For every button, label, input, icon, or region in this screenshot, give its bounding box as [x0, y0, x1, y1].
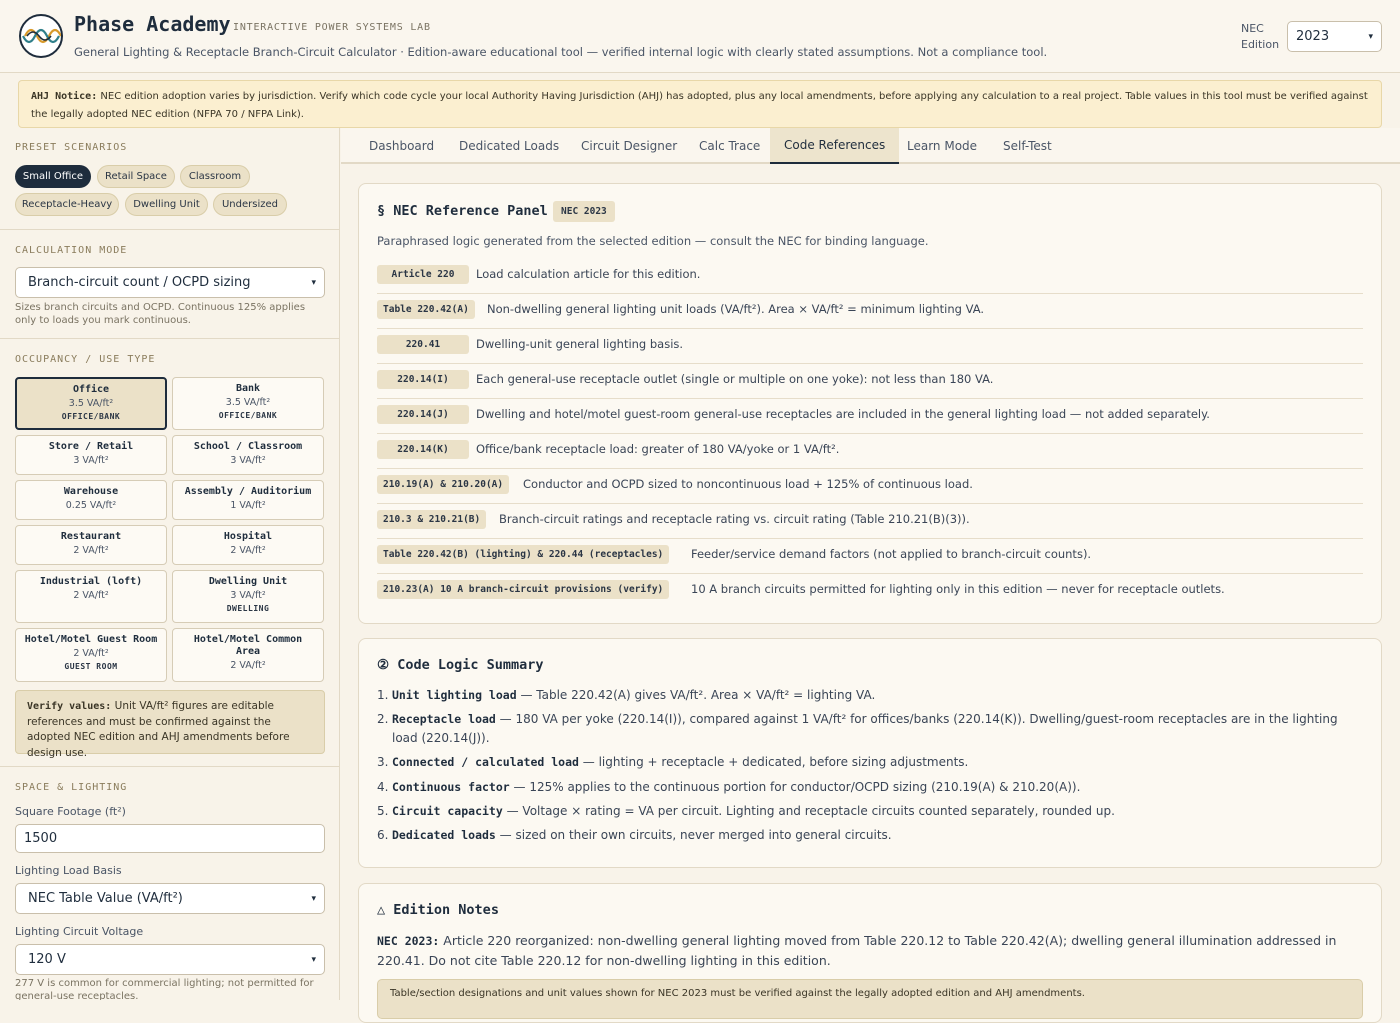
preset-undersized[interactable]: Undersized [213, 193, 287, 216]
occupancy-hospital[interactable] [172, 525, 324, 565]
chevron-down-icon: ▾ [1368, 31, 1373, 42]
occupancy-restaurant[interactable] [15, 525, 167, 565]
number-two-icon: ② [377, 657, 390, 673]
logic-term: Receptacle load [392, 712, 496, 726]
reference-row [377, 399, 1363, 434]
reference-text: 10 A branch circuits permitted for lighting only in this edition — never for receptacle outlets. [691, 582, 1225, 596]
tab-circuit-designer[interactable]: Circuit Designer [581, 138, 678, 153]
edition-label-line2: Edition [1241, 38, 1280, 51]
edition-label-line1: NEC [1241, 22, 1264, 35]
reference-row [377, 329, 1363, 364]
logic-item: 6. Dedicated loads — sized on their own circuits, never merged into general circuits. [377, 828, 892, 842]
occupancy-tag: GUEST ROOM [64, 662, 118, 671]
reference-code: 210.19(A) & 210.20(A) [377, 475, 509, 494]
occupancy-dwelling-unit[interactable] [172, 570, 324, 623]
occupancy-value: 2 VA/ft² [230, 545, 266, 556]
logic-text: — Voltage × rating = VA per circuit. Lighting and receptacle circuits counted separately, rounded up. [502, 804, 1115, 818]
sqft-label: Square Footage (ft²) [15, 805, 126, 818]
reference-panel-intro: Paraphrased logic generated from the selected edition — consult the NEC for binding language. [377, 234, 929, 248]
edition-select-value: 2023 [1296, 29, 1330, 44]
reference-row [377, 259, 1363, 294]
logic-term: Connected / calculated load [392, 755, 579, 769]
reference-panel-title-text: NEC Reference Panel [393, 203, 548, 219]
occupancy-value: 0.25 VA/ft² [65, 500, 117, 511]
verify-values-label: Verify values: [27, 701, 112, 712]
ahj-notice-label: AHJ Notice: [31, 91, 98, 102]
chevron-down-icon: ▾ [311, 277, 316, 288]
preset-small-office[interactable]: Small Office [15, 165, 91, 188]
lighting-basis-select[interactable] [15, 883, 325, 914]
edition-note-label: NEC 2023: [377, 934, 440, 948]
edition-badge: NEC 2023 [553, 201, 615, 222]
reference-code: 220.14(J) [377, 405, 469, 424]
logic-text: — lighting + receptacle + dedicated, before sizing adjustments. [578, 755, 969, 769]
tab-dedicated-loads[interactable]: Dedicated Loads [459, 138, 560, 153]
reference-code: Article 220 [377, 265, 469, 284]
voltage-label: Lighting Circuit Voltage [15, 925, 144, 938]
voltage-select[interactable] [15, 944, 325, 975]
preset-dwelling-unit[interactable]: Dwelling Unit [125, 193, 208, 216]
reference-code: 220.41 [377, 335, 469, 354]
reference-row [377, 294, 1363, 329]
reference-text: Load calculation article for this edition. [476, 267, 701, 281]
logic-summary-title [377, 657, 544, 673]
logic-term: Circuit capacity [392, 804, 503, 818]
presets-title: PRESET SCENARIOS [15, 142, 128, 153]
lighting-basis-label: Lighting Load Basis [15, 864, 122, 877]
reference-row [377, 504, 1363, 539]
occupancy-value: 3 VA/ft² [230, 590, 266, 601]
chevron-down-icon: ▾ [311, 893, 316, 904]
logic-text: — 125% applies to the continuous portion for conductor/OCPD sizing (210.19(A) & 210.20(A)). [509, 780, 1081, 794]
occupancy-store-retail[interactable] [15, 435, 167, 475]
reference-row [377, 574, 1363, 609]
logic-item: 3. Connected / calculated load — lighting + receptacle + dedicated, before sizing adjustments. [377, 755, 969, 769]
reference-row [377, 364, 1363, 399]
occupancy-office[interactable] [15, 377, 167, 430]
edition-select[interactable] [1287, 21, 1382, 52]
logic-text: — sized on their own circuits, never merged into general circuits. [495, 828, 892, 842]
occupancy-warehouse[interactable] [15, 480, 167, 520]
preset-receptacle-heavy[interactable]: Receptacle-Heavy [15, 193, 119, 216]
occupancy-name: Bank [235, 383, 261, 394]
divider [0, 338, 340, 339]
occupancy-name: Assembly / Auditorium [184, 486, 312, 497]
occupancy-hotel-common-area[interactable] [172, 628, 324, 682]
sidebar [0, 128, 340, 1000]
logic-item: 4. Continuous factor — 125% applies to the continuous portion for conductor/OCPD sizing (210.19(A) & 210.20(A)). [377, 780, 1081, 794]
reference-row [377, 434, 1363, 469]
occupancy-value: 2 VA/ft² [230, 660, 266, 671]
reference-code: 210.23(A) 10 A branch-circuit provisions (verify) [377, 580, 669, 599]
occupancy-tag: OFFICE/BANK [218, 411, 278, 420]
phase-academy-logo [19, 14, 63, 58]
occupancy-name: Hotel/Motel Guest Room [24, 634, 158, 645]
logic-text: — 180 VA per yoke (220.14(I)), compared against 1 VA/ft² for offices/banks (220.14(K)). Dwelling/guest-room receptacles are in the lighting load (220.14(J)). [392, 712, 1338, 745]
occupancy-name: Office [72, 384, 110, 395]
reference-text: Branch-circuit ratings and receptacle rating vs. circuit rating (Table 210.21(B)(3)). [499, 512, 970, 526]
occupancy-industrial-loft[interactable] [15, 570, 167, 623]
reference-code: 210.3 & 210.21(B) [377, 510, 486, 529]
reference-text: Dwelling and hotel/motel guest-room general-use receptacles are included in the general lighting load — not added separately. [476, 407, 1210, 421]
reference-text: Conductor and OCPD sized to noncontinuous load + 125% of continuous load. [523, 477, 973, 491]
edition-note-text [377, 931, 1367, 971]
edition-label [1241, 21, 1279, 53]
reference-text: Dwelling-unit general lighting basis. [476, 337, 684, 351]
divider [0, 229, 340, 230]
occupancy-tag: OFFICE/BANK [61, 412, 121, 421]
nec-reference-panel [358, 183, 1382, 624]
brand-title: Phase Academy [74, 12, 231, 36]
sqft-input[interactable]: 1500 [15, 824, 325, 853]
logic-item: 5. Circuit capacity — Voltage × rating = VA per circuit. Lighting and receptacle circuits counted separately, rounded up. [377, 804, 1115, 818]
tab-self-test[interactable]: Self-Test [1003, 138, 1052, 153]
occupancy-assembly-auditorium[interactable] [172, 480, 324, 520]
reference-code: 220.14(K) [377, 440, 469, 459]
occupancy-value: 2 VA/ft² [73, 590, 109, 601]
reference-text: Each general-use receptacle outlet (single or multiple on one yoke): not less than 180 VA. [476, 372, 994, 386]
lighting-basis-value: NEC Table Value (VA/ft²) [28, 891, 183, 906]
logic-item: 2. Receptacle load — 180 VA per yoke (220.14(I)), compared against 1 VA/ft² for offices/banks (220.14(K)). Dwelling/guest-room receptacles are in the lighting load (220.14(J)). [377, 712, 1338, 745]
logic-term: Dedicated loads [392, 828, 496, 842]
edition-notes-title-text: Edition Notes [393, 902, 499, 918]
calc-mode-select[interactable] [15, 267, 325, 298]
reference-code: 220.14(I) [377, 370, 469, 389]
occupancy-name: Store / Retail [48, 441, 134, 452]
calc-mode-hint: Sizes branch circuits and OCPD. Continuous 125% applies only to loads you mark continuous. [15, 302, 306, 326]
tab-calc-trace[interactable]: Calc Trace [699, 138, 761, 153]
space-lighting-title: SPACE & LIGHTING [15, 782, 128, 793]
occupancy-tag: DWELLING [226, 604, 270, 613]
reference-row [377, 539, 1363, 574]
occupancy-name: Hotel/Motel Common Area [193, 634, 303, 657]
logic-item: 1. Unit lighting load — Table 220.42(A) gives VA/ft². Area × VA/ft² = lighting VA. [377, 688, 876, 702]
reference-text: Office/bank receptacle load: greater of 180 VA/yoke or 1 VA/ft². [476, 442, 840, 456]
occupancy-value: 3.5 VA/ft² [225, 397, 271, 408]
occupancy-title: OCCUPANCY / USE TYPE [15, 354, 156, 365]
reference-panel-title [377, 203, 548, 219]
app-header [0, 0, 1400, 73]
occupancy-value: 1 VA/ft² [230, 500, 266, 511]
chevron-down-icon: ▾ [311, 954, 316, 965]
reference-code: Table 220.42(B) (lighting) & 220.44 (receptacles) [377, 545, 669, 564]
occupancy-name: Warehouse [63, 486, 119, 497]
app-description: General Lighting & Receptacle Branch-Circuit Calculator · Edition-aware educational tool — verified internal logic with clearly stated assumptions. Not a compliance tool. [74, 45, 1048, 59]
brand-subtitle: INTERACTIVE POWER SYSTEMS LAB [233, 22, 431, 33]
warning-triangle-icon: △ [377, 902, 386, 918]
occupancy-value: 3 VA/ft² [73, 455, 109, 466]
occupancy-bank[interactable] [172, 377, 324, 430]
tab-learn-mode[interactable]: Learn Mode [907, 138, 978, 153]
verify-values-note [15, 690, 325, 759]
calc-mode-value: Branch-circuit count / OCPD sizing [28, 275, 251, 290]
reference-row [377, 469, 1363, 504]
edition-notes-title [377, 902, 499, 918]
occupancy-name: School / Classroom [193, 441, 303, 452]
logic-term: Continuous factor [392, 780, 510, 794]
tab-code-references[interactable]: Code References [770, 128, 899, 164]
tab-dashboard[interactable]: Dashboard [369, 138, 435, 153]
ahj-notice-text: NEC edition adoption varies by jurisdiction. Verify which code cycle your local Authority Having Jurisdiction (AHJ) has adopted, plus any local amendments, before applying any calculation to a real project. Table values in this tool must be verified against the legally adopted NEC edition (NFPA 70 / NFPA Link). [31, 91, 1368, 120]
logic-summary-title-text: Code Logic Summary [397, 657, 544, 673]
code-logic-summary [358, 638, 1382, 868]
logic-term: Unit lighting load [392, 688, 517, 702]
occupancy-hotel-guest-room[interactable] [15, 628, 167, 682]
voltage-value: 120 V [28, 952, 66, 967]
occupancy-value: 2 VA/ft² [73, 545, 109, 556]
occupancy-value: 3.5 VA/ft² [68, 398, 114, 409]
edition-note-body: Article 220 reorganized: non-dwelling general lighting moved from Table 220.12 to Table 220.42(A); dwelling general illumination addressed in 220.41. Do not cite Table 220.12 for non-dwelling lighting in this edition. [377, 933, 1337, 968]
reference-text: Feeder/service demand factors (not applied to branch-circuit counts). [691, 547, 1092, 561]
occupancy-name: Dwelling Unit [208, 576, 288, 587]
reference-code: Table 220.42(A) [377, 300, 475, 319]
occupancy-value: 3 VA/ft² [230, 455, 266, 466]
edition-notes [358, 883, 1382, 1023]
reference-text: Non-dwelling general lighting unit loads (VA/ft²). Area × VA/ft² = minimum lighting VA. [487, 302, 985, 316]
verify-values-text: Unit VA/ft² figures are editable references and must be confirmed against the adopted NEC edition and AHJ amendments before design use. [27, 700, 290, 759]
divider [0, 766, 340, 767]
occupancy-name: Hospital [223, 531, 273, 542]
occupancy-name: Restaurant [60, 531, 122, 542]
main-tabs [341, 128, 1400, 164]
edition-warning: Table/section designations and unit values shown for NEC 2023 must be verified against the legally adopted edition and AHJ amendments. [377, 979, 1363, 1019]
occupancy-value: 2 VA/ft² [73, 648, 109, 659]
logic-text: — Table 220.42(A) gives VA/ft². Area × VA/ft² = lighting VA. [516, 688, 876, 702]
occupancy-name: Industrial (loft) [39, 576, 143, 587]
ahj-notice [18, 80, 1382, 128]
calc-mode-title: CALCULATION MODE [15, 245, 128, 256]
occupancy-school-classroom[interactable] [172, 435, 324, 475]
preset-retail-space[interactable]: Retail Space [97, 165, 175, 188]
voltage-hint: 277 V is common for commercial lighting; not permitted for general-use receptacles. [15, 978, 314, 1000]
section-icon: § [377, 203, 386, 219]
preset-classroom[interactable]: Classroom [180, 165, 250, 188]
